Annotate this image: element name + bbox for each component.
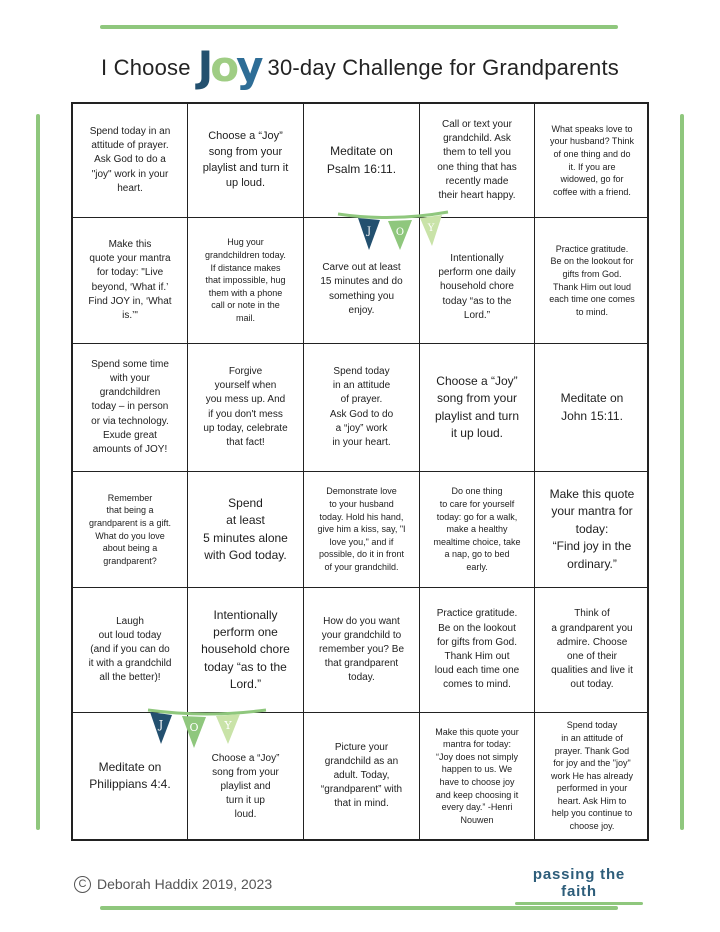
day-cell: Spend today in an attitude of prayer. Ask God to do a “joy” work in your heart. xyxy=(304,344,420,472)
day-cell: Meditate on Philippians 4:4. xyxy=(73,713,188,839)
brand-name: passing the faith xyxy=(532,866,626,900)
day-cell: Hug your grandchildren today. If distance makes that impossible, hug them with a phone call or note in the mail. xyxy=(188,218,304,344)
joy-bunting-top xyxy=(336,210,450,254)
svg-text:J: J xyxy=(158,718,164,731)
day-cell: Intentionally perform one daily household chore today “as to the Lord.” xyxy=(420,218,535,344)
left-border-line xyxy=(36,114,40,830)
copyright-notice xyxy=(74,873,272,895)
day-cell: Intentionally perform one household chore today “as to the Lord.” xyxy=(188,588,304,713)
day-cell: Laugh out loud today (and if you can do it with a grandchild all the better)! xyxy=(73,588,188,713)
svg-text:O: O xyxy=(395,227,405,238)
bunting-banner-icon xyxy=(146,706,268,752)
day-cell: Spend at least 5 minutes alone with God today. xyxy=(188,472,304,588)
day-cell: Carve out at least 15 minutes and do something you enjoy. xyxy=(304,218,420,344)
svg-text:O: O xyxy=(189,721,199,734)
day-cell: Think of a grandparent you admire. Choose one of their qualities and live it out today. xyxy=(535,588,649,713)
day-cell: Practice gratitude. Be on the lookout for gifts from God. Thank Him out loud each time one comes to mind. xyxy=(420,588,535,713)
joy-bunting-bottom xyxy=(146,706,268,752)
top-divider xyxy=(100,25,618,29)
day-cell: Practice gratitude. Be on the lookout for gifts from God. Thank Him out loud each time one comes to mind. xyxy=(535,218,649,344)
copyright-icon: C xyxy=(74,876,91,893)
title-prefix: I Choose xyxy=(100,55,191,80)
day-cell: What speaks love to your husband? Think of one thing and do it. If you are widowed, go for coffee with a friend. xyxy=(535,104,649,218)
brand-underline xyxy=(515,902,643,905)
day-cell: Make this quote your mantra for today: “Find joy in the ordinary.” xyxy=(535,472,649,588)
brand-logo xyxy=(515,866,643,905)
bottom-divider xyxy=(100,906,618,910)
svg-text:Y: Y xyxy=(224,719,232,732)
day-cell: Choose a “Joy” song from your playlist and turn it up loud. xyxy=(188,713,304,839)
day-cell: Meditate on Psalm 16:11. xyxy=(304,104,420,218)
day-cell: Meditate on John 15:11. xyxy=(535,344,649,472)
copyright-text: Deborah Haddix 2019, 2023 xyxy=(97,876,273,892)
svg-text:J: J xyxy=(366,226,372,237)
bunting-banner-icon xyxy=(336,210,450,254)
day-cell: Make this quote your mantra for today: "Live beyond, ‘What if.’ Find JOY in, ‘What is.’" xyxy=(73,218,188,344)
title-suffix: 30-day Challenge for Grandparents xyxy=(267,55,620,80)
day-cell: Choose a “Joy” song from your playlist and turn it up loud. xyxy=(420,344,535,472)
day-cell: Make this quote your mantra for today: “Joy does not simply happen to us. We have to choose joy and keep choosing it every day.” -Henri Nouwen xyxy=(420,713,535,839)
joy-logo: Joy xyxy=(197,41,261,91)
right-border-line xyxy=(680,114,684,830)
day-cell: Demonstrate love to your husband today. Hold his hand, give him a kiss, say, "I love you," and if possible, do it in front of your grandchild. xyxy=(304,472,420,588)
day-cell: Picture your grandchild as an adult. Today, “grandparent” with that in mind. xyxy=(304,713,420,839)
page-title xyxy=(0,40,720,96)
day-cell: Spend today in an attitude of prayer. Ask God to do a "joy" work in your heart. xyxy=(73,104,188,218)
svg-text:Y: Y xyxy=(427,223,435,234)
day-cell: Spend today in an attitude of prayer. Thank God for joy and the "joy" work He has already performed in your heart. Ask Him to help you continue to choose joy. xyxy=(550,720,634,832)
day-cell: Call or text your grandchild. Ask them to tell you one thing that has recently made their heart happy. xyxy=(420,104,535,218)
day-cell: Remember that being a grandparent is a gift. What do you love about being a grandparent? xyxy=(73,472,188,588)
day-cell: Forgive yourself when you mess up. And if you don't mess up today, celebrate that fact! xyxy=(188,344,304,472)
day-cell: Choose a “Joy” song from your playlist and turn it up loud. xyxy=(188,104,304,218)
day-cell: Spend some time with your grandchildren today – in person or via technology. Exude great amounts of JOY! xyxy=(73,344,188,472)
day-cell: Do one thing to care for yourself today: go for a walk, make a healthy mealtime choice, take a nap, go to bed early. xyxy=(420,472,535,588)
day-cell: How do you want your grandchild to remember you? Be that grandparent today. xyxy=(304,588,420,713)
